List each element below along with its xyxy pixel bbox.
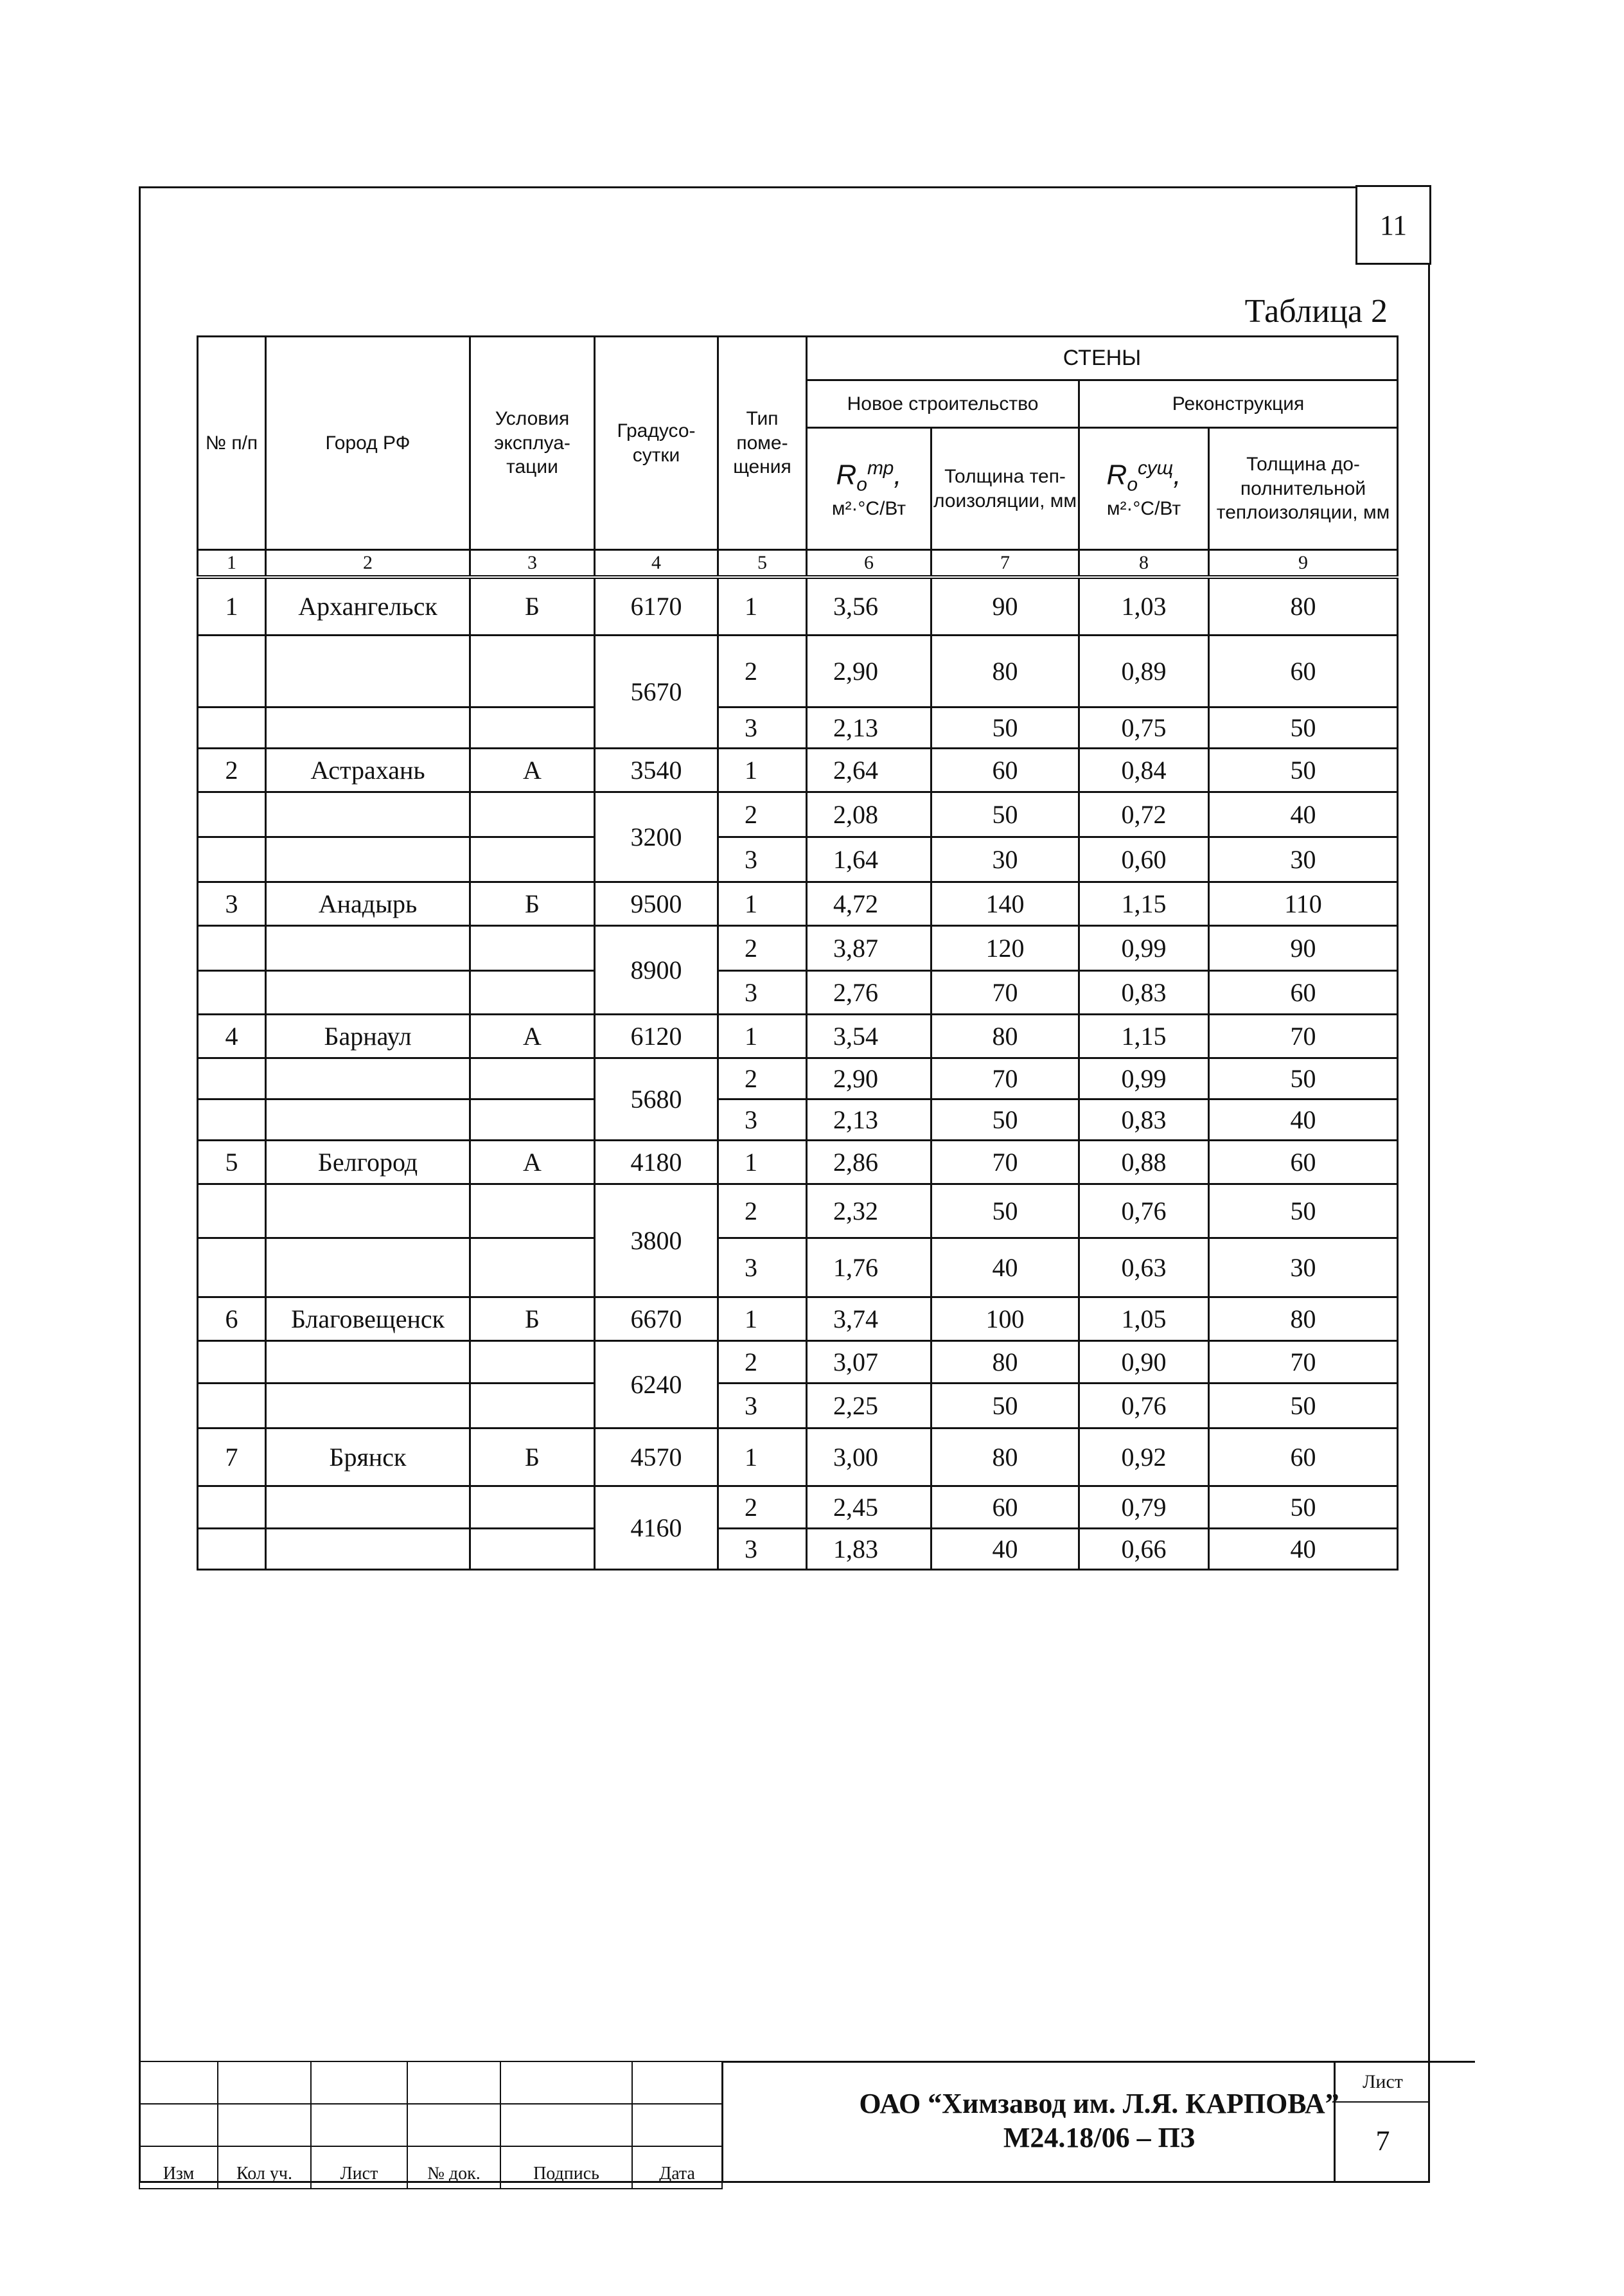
row-number xyxy=(198,925,266,970)
r-existing-value: 1,15 xyxy=(1079,1014,1209,1058)
table-caption: Таблица 2 xyxy=(1244,293,1388,330)
operating-conditions xyxy=(470,1528,595,1569)
thickness-new-value: 60 xyxy=(931,1486,1079,1528)
row-number xyxy=(198,970,266,1014)
stamp-cell xyxy=(218,2104,311,2146)
row-number xyxy=(198,1383,266,1428)
r-existing-value: 0,84 xyxy=(1079,748,1209,792)
degree-days: 6240 xyxy=(595,1340,718,1428)
table-row xyxy=(198,1486,1398,1528)
city-name xyxy=(266,1528,470,1569)
table-row xyxy=(198,707,1398,748)
room-type: 1 xyxy=(718,1297,807,1340)
thickness-additional-value: 40 xyxy=(1209,792,1398,837)
r-existing-value: 0,66 xyxy=(1079,1528,1209,1569)
thickness-new-value: 90 xyxy=(931,577,1079,635)
table-row xyxy=(198,970,1398,1014)
operating-conditions: Б xyxy=(470,577,595,635)
table-row xyxy=(198,792,1398,837)
header-new-construction: Новое строительство xyxy=(807,380,1079,428)
r-existing-value: 0,79 xyxy=(1079,1486,1209,1528)
city-name: Брянск xyxy=(266,1428,470,1486)
operating-conditions xyxy=(470,1486,595,1528)
row-number xyxy=(198,635,266,707)
thickness-additional-value: 80 xyxy=(1209,1297,1398,1340)
table-row xyxy=(198,577,1398,635)
header-num: № п/п xyxy=(198,337,266,550)
thickness-additional-value: 30 xyxy=(1209,837,1398,882)
r-existing-value: 0,76 xyxy=(1079,1383,1209,1428)
document-code: М24.18/06 – ПЗ xyxy=(1003,2121,1196,2153)
r-existing-unit: м²·°С/Вт xyxy=(1106,498,1181,520)
thickness-additional-value: 110 xyxy=(1209,882,1398,925)
row-number xyxy=(198,1486,266,1528)
thickness-new-value: 50 xyxy=(931,1383,1079,1428)
room-type: 1 xyxy=(718,748,807,792)
thickness-new-value: 80 xyxy=(931,1014,1079,1058)
r-required-value: 3,74 xyxy=(807,1297,931,1340)
title-block xyxy=(139,2061,1430,2183)
r-existing-value: 0,60 xyxy=(1079,837,1209,882)
thickness-additional-value: 60 xyxy=(1209,1428,1398,1486)
stamp-cell xyxy=(407,2061,500,2104)
stamp-col-count: Кол уч. xyxy=(218,2146,311,2189)
room-type: 2 xyxy=(718,635,807,707)
r-required-value: 2,32 xyxy=(807,1184,931,1238)
operating-conditions xyxy=(470,1184,595,1238)
r-existing-value: 0,76 xyxy=(1079,1184,1209,1238)
room-type: 1 xyxy=(718,1140,807,1184)
operating-conditions xyxy=(470,837,595,882)
row-number xyxy=(198,1528,266,1569)
thickness-additional-value: 60 xyxy=(1209,970,1398,1014)
r-existing-value: 0,90 xyxy=(1079,1340,1209,1383)
r-required-value: 2,45 xyxy=(807,1486,931,1528)
header-walls: СТЕНЫ xyxy=(807,337,1398,380)
thickness-new-value: 30 xyxy=(931,837,1079,882)
r-required-value: 2,76 xyxy=(807,970,931,1014)
r-required-value: 3,00 xyxy=(807,1428,931,1486)
thickness-new-value: 70 xyxy=(931,970,1079,1014)
column-number: 5 xyxy=(718,550,807,578)
table-row xyxy=(198,837,1398,882)
row-number: 2 xyxy=(198,748,266,792)
r-required-symbol: $R_o^{тр}$, xyxy=(836,458,902,495)
thickness-new-value: 60 xyxy=(931,748,1079,792)
city-name: Архангельск xyxy=(266,577,470,635)
row-number xyxy=(198,1340,266,1383)
room-type: 2 xyxy=(718,792,807,837)
r-existing-value: 0,83 xyxy=(1079,970,1209,1014)
city-name xyxy=(266,1486,470,1528)
company-name: ОАО “Химзавод им. Л.Я. КАРПОВА” xyxy=(859,2088,1339,2119)
room-type: 3 xyxy=(718,1528,807,1569)
room-type: 1 xyxy=(718,882,807,925)
operating-conditions xyxy=(470,1099,595,1140)
degree-days: 6670 xyxy=(595,1297,718,1340)
r-existing-value: 0,88 xyxy=(1079,1140,1209,1184)
stamp-cell xyxy=(632,2104,722,2146)
city-name: Благовещенск xyxy=(266,1297,470,1340)
stamp-cell xyxy=(500,2061,632,2104)
row-number: 7 xyxy=(198,1428,266,1486)
room-type: 3 xyxy=(718,707,807,748)
operating-conditions xyxy=(470,970,595,1014)
stamp-cell xyxy=(139,2061,218,2104)
column-number-row xyxy=(198,550,1398,578)
room-type: 2 xyxy=(718,1184,807,1238)
operating-conditions xyxy=(470,1238,595,1297)
column-number: 9 xyxy=(1209,550,1398,578)
city-name xyxy=(266,970,470,1014)
table-row xyxy=(198,1140,1398,1184)
thickness-new-value: 100 xyxy=(931,1297,1079,1340)
header-thickness-additional: Толщина до- полнительной теплоизоляции, мм xyxy=(1209,428,1398,550)
r-existing-value: 0,75 xyxy=(1079,707,1209,748)
table-row xyxy=(198,1428,1398,1486)
thickness-additional-value: 90 xyxy=(1209,925,1398,970)
header-reconstruction: Реконструкция xyxy=(1079,380,1398,428)
thickness-additional-value: 60 xyxy=(1209,1140,1398,1184)
city-name: Анадырь xyxy=(266,882,470,925)
row-number xyxy=(198,1184,266,1238)
r-existing-value: 0,83 xyxy=(1079,1099,1209,1140)
stamp-cell xyxy=(139,2104,218,2146)
thickness-new-value: 40 xyxy=(931,1238,1079,1297)
r-required-value: 2,13 xyxy=(807,1099,931,1140)
row-number xyxy=(198,707,266,748)
r-existing-value: 1,03 xyxy=(1079,577,1209,635)
stamp-cell xyxy=(632,2061,722,2104)
table-row xyxy=(198,1014,1398,1058)
city-name xyxy=(266,707,470,748)
row-number: 3 xyxy=(198,882,266,925)
degree-days: 6120 xyxy=(595,1014,718,1058)
r-required-value: 3,87 xyxy=(807,925,931,970)
thickness-new-value: 140 xyxy=(931,882,1079,925)
city-name xyxy=(266,1340,470,1383)
thickness-additional-value: 50 xyxy=(1209,748,1398,792)
r-existing-symbol: $R_o^{сущ}$, xyxy=(1106,458,1181,495)
sheet-label: Лист xyxy=(1336,2063,1430,2103)
room-type: 3 xyxy=(718,1238,807,1297)
thickness-new-value: 50 xyxy=(931,1099,1079,1140)
room-type: 2 xyxy=(718,1486,807,1528)
operating-conditions: Б xyxy=(470,1297,595,1340)
degree-days: 9500 xyxy=(595,882,718,925)
thickness-new-value: 120 xyxy=(931,925,1079,970)
operating-conditions xyxy=(470,1058,595,1099)
table-row xyxy=(198,1383,1398,1428)
operating-conditions xyxy=(470,707,595,748)
thickness-new-value: 50 xyxy=(931,707,1079,748)
r-required-value: 2,25 xyxy=(807,1383,931,1428)
r-existing-value: 1,05 xyxy=(1079,1297,1209,1340)
degree-days: 5670 xyxy=(595,635,718,748)
thickness-additional-value: 40 xyxy=(1209,1528,1398,1569)
room-type: 1 xyxy=(718,1428,807,1486)
r-required-value: 1,76 xyxy=(807,1238,931,1297)
degree-days: 5680 xyxy=(595,1058,718,1140)
degree-days: 4160 xyxy=(595,1486,718,1569)
thickness-additional-value: 60 xyxy=(1209,635,1398,707)
city-name xyxy=(266,792,470,837)
r-existing-value: 0,63 xyxy=(1079,1238,1209,1297)
operating-conditions xyxy=(470,635,595,707)
table-row xyxy=(198,635,1398,707)
thickness-new-value: 80 xyxy=(931,1428,1079,1486)
revision-grid xyxy=(139,2061,723,2189)
table-row xyxy=(198,1238,1398,1297)
page-number: 11 xyxy=(1355,185,1431,265)
column-number: 1 xyxy=(198,550,266,578)
room-type: 1 xyxy=(718,577,807,635)
table-row xyxy=(198,1058,1398,1099)
column-number: 2 xyxy=(266,550,470,578)
stamp-cell xyxy=(407,2104,500,2146)
r-required-value: 2,90 xyxy=(807,635,931,707)
column-number: 6 xyxy=(807,550,931,578)
row-number xyxy=(198,1099,266,1140)
r-required-value: 2,13 xyxy=(807,707,931,748)
thickness-new-value: 70 xyxy=(931,1058,1079,1099)
row-number: 4 xyxy=(198,1014,266,1058)
header-room-type: Тип поме- щения xyxy=(718,337,807,550)
table-row xyxy=(198,1184,1398,1238)
header-conditions: Условия эксплуа- тации xyxy=(470,337,595,550)
table-row xyxy=(198,1297,1398,1340)
degree-days: 8900 xyxy=(595,925,718,1014)
thickness-new-value: 40 xyxy=(931,1528,1079,1569)
insulation-table xyxy=(197,335,1399,1571)
thickness-new-value: 70 xyxy=(931,1140,1079,1184)
city-name xyxy=(266,635,470,707)
r-existing-value: 0,92 xyxy=(1079,1428,1209,1486)
r-required-value: 4,72 xyxy=(807,882,931,925)
header-r-required xyxy=(807,428,931,550)
thickness-additional-value: 50 xyxy=(1209,1383,1398,1428)
r-existing-value: 0,72 xyxy=(1079,792,1209,837)
thickness-additional-value: 50 xyxy=(1209,707,1398,748)
row-number xyxy=(198,837,266,882)
thickness-additional-value: 50 xyxy=(1209,1486,1398,1528)
r-required-value: 1,64 xyxy=(807,837,931,882)
city-name xyxy=(266,1099,470,1140)
city-name xyxy=(266,1184,470,1238)
city-name: Астрахань xyxy=(266,748,470,792)
operating-conditions xyxy=(470,1383,595,1428)
city-name xyxy=(266,1383,470,1428)
operating-conditions: А xyxy=(470,1140,595,1184)
thickness-new-value: 80 xyxy=(931,635,1079,707)
thickness-new-value: 50 xyxy=(931,792,1079,837)
stamp-col-sheet: Лист xyxy=(311,2146,407,2189)
stamp-cell xyxy=(311,2104,407,2146)
city-name: Барнаул xyxy=(266,1014,470,1058)
operating-conditions xyxy=(470,925,595,970)
city-name xyxy=(266,1058,470,1099)
stamp-col-change: Изм xyxy=(139,2146,218,2189)
table-row xyxy=(198,925,1398,970)
degree-days: 3800 xyxy=(595,1184,718,1297)
r-required-value: 3,54 xyxy=(807,1014,931,1058)
r-existing-value: 0,89 xyxy=(1079,635,1209,707)
thickness-additional-value: 70 xyxy=(1209,1014,1398,1058)
thickness-additional-value: 50 xyxy=(1209,1058,1398,1099)
city-name xyxy=(266,837,470,882)
room-type: 3 xyxy=(718,1099,807,1140)
thickness-additional-value: 40 xyxy=(1209,1099,1398,1140)
row-number: 5 xyxy=(198,1140,266,1184)
degree-days: 4180 xyxy=(595,1140,718,1184)
stamp-col-signature: Подпись xyxy=(500,2146,632,2189)
r-required-value: 2,64 xyxy=(807,748,931,792)
table-row xyxy=(198,1528,1398,1569)
table-row xyxy=(198,1099,1398,1140)
table-row xyxy=(198,748,1398,792)
thickness-additional-value: 70 xyxy=(1209,1340,1398,1383)
column-number: 7 xyxy=(931,550,1079,578)
room-type: 3 xyxy=(718,1383,807,1428)
room-type: 2 xyxy=(718,925,807,970)
r-required-value: 3,07 xyxy=(807,1340,931,1383)
table-row xyxy=(198,1340,1398,1383)
thickness-additional-value: 80 xyxy=(1209,577,1398,635)
thickness-new-value: 80 xyxy=(931,1340,1079,1383)
r-required-value: 2,08 xyxy=(807,792,931,837)
city-name xyxy=(266,1238,470,1297)
stamp-cell xyxy=(218,2061,311,2104)
row-number xyxy=(198,1238,266,1297)
r-existing-value: 1,15 xyxy=(1079,882,1209,925)
r-required-value: 2,90 xyxy=(807,1058,931,1099)
degree-days: 3540 xyxy=(595,748,718,792)
room-type: 2 xyxy=(718,1058,807,1099)
r-required-unit: м²·°С/Вт xyxy=(831,498,906,520)
header-degree-days: Градусо- сутки xyxy=(595,337,718,550)
row-number xyxy=(198,1058,266,1099)
r-existing-value: 0,99 xyxy=(1079,925,1209,970)
header-city: Город РФ xyxy=(266,337,470,550)
row-number: 6 xyxy=(198,1297,266,1340)
r-required-value: 3,56 xyxy=(807,577,931,635)
room-type: 3 xyxy=(718,970,807,1014)
thickness-additional-value: 50 xyxy=(1209,1184,1398,1238)
degree-days: 3200 xyxy=(595,792,718,882)
header-r-existing xyxy=(1079,428,1209,550)
thickness-additional-value: 30 xyxy=(1209,1238,1398,1297)
sheet-cell xyxy=(1334,2061,1430,2183)
degree-days: 4570 xyxy=(595,1428,718,1486)
r-existing-value: 0,99 xyxy=(1079,1058,1209,1099)
header-thickness-new: Толщина теп- лоизоляции, мм xyxy=(931,428,1079,550)
stamp-cell xyxy=(311,2061,407,2104)
degree-days: 6170 xyxy=(595,577,718,635)
operating-conditions: А xyxy=(470,1014,595,1058)
stamp-col-doc: № док. xyxy=(407,2146,500,2189)
column-number: 3 xyxy=(470,550,595,578)
r-required-value: 2,86 xyxy=(807,1140,931,1184)
room-type: 3 xyxy=(718,837,807,882)
room-type: 2 xyxy=(718,1340,807,1383)
operating-conditions xyxy=(470,1340,595,1383)
city-name: Белгород xyxy=(266,1140,470,1184)
table-body xyxy=(198,550,1398,1570)
room-type: 1 xyxy=(718,1014,807,1058)
operating-conditions: Б xyxy=(470,1428,595,1486)
table-row xyxy=(198,882,1398,925)
thickness-new-value: 50 xyxy=(931,1184,1079,1238)
column-number: 4 xyxy=(595,550,718,578)
row-number: 1 xyxy=(198,577,266,635)
row-number xyxy=(198,792,266,837)
sheet-number: 7 xyxy=(1375,2125,1390,2157)
stamp-col-date: Дата xyxy=(632,2146,722,2189)
operating-conditions: Б xyxy=(470,882,595,925)
operating-conditions: А xyxy=(470,748,595,792)
stamp-cell xyxy=(500,2104,632,2146)
city-name xyxy=(266,925,470,970)
operating-conditions xyxy=(470,792,595,837)
column-number: 8 xyxy=(1079,550,1209,578)
r-required-value: 1,83 xyxy=(807,1528,931,1569)
